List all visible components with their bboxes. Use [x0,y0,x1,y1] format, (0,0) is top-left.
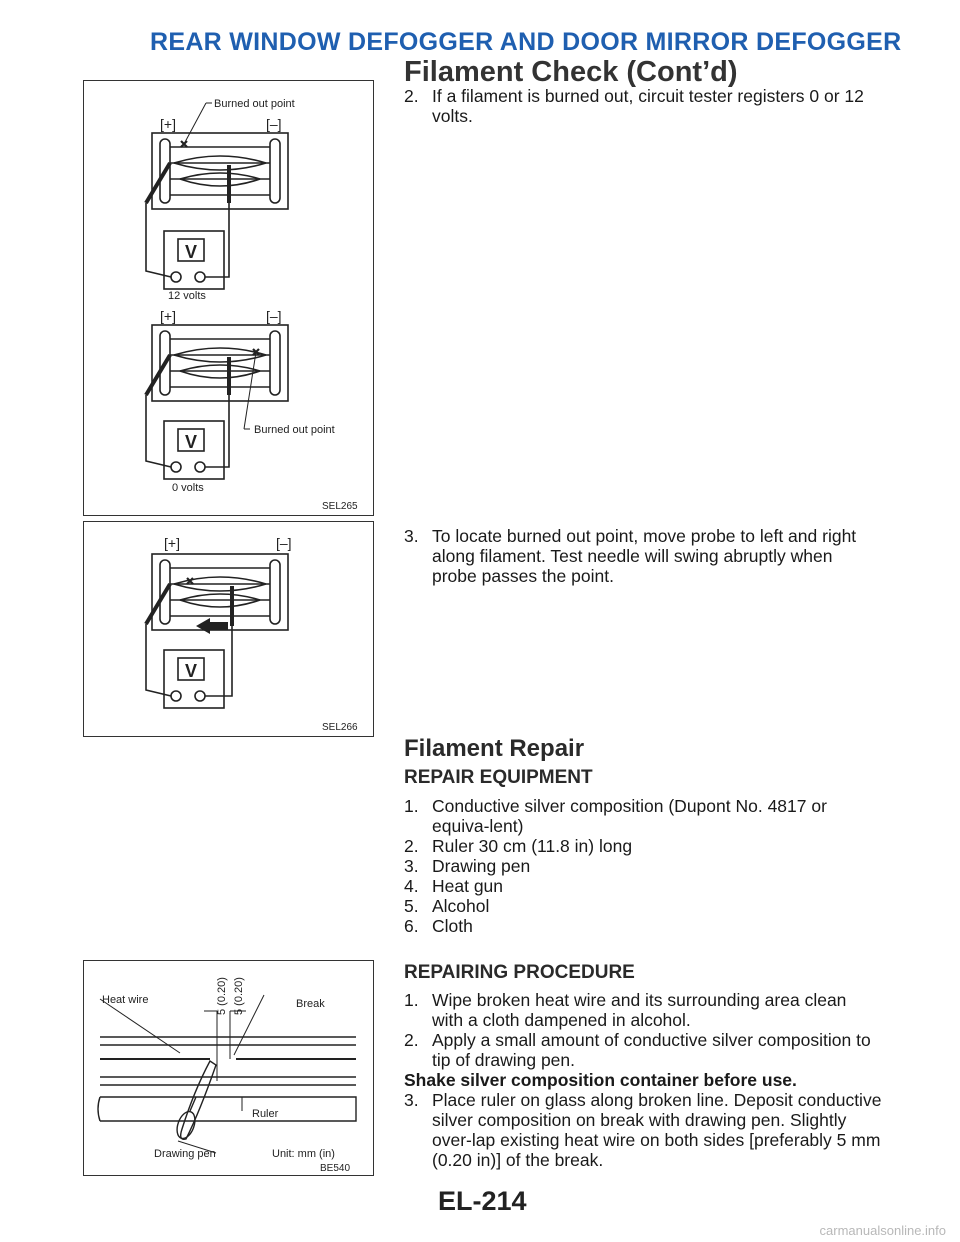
caution-note: Shake silver composition container before use. [404,1070,797,1090]
minus-label-bottom: [–] [266,308,282,324]
filament-repair-heading: Filament Repair [404,735,585,762]
filament-check-diagram [84,81,373,515]
dimension-label-b: 5 (0.20) [233,977,245,1015]
voltmeter-label-top: V [185,242,198,262]
repair-diagram [84,961,373,1175]
list-item: 1. Conductive silver composition (Dupont No. 4817 or equiva-lent) [404,796,827,836]
burned-point-label-top: Burned out point [214,98,295,110]
voltmeter-label: V [185,661,198,681]
procedure-step-3: 3. Place ruler on glass along broken line. Deposit conductive silver composition on break with drawing pen. Slightly over-lap existing heat wire on both sides [preferably 5 mm (0.20 in)] of the break. [404,1090,882,1170]
unit-label: Unit: mm (in) [272,1148,335,1160]
minus-label-top: [–] [266,116,282,132]
move-direction-arrow-icon [196,618,228,634]
repair-equipment-heading: REPAIR EQUIPMENT [404,767,593,788]
step-text: To locate burned out point, move probe to left and right along filament. Test needle will swing abruptly when probe passes the point. [432,526,857,586]
section-title: REAR WINDOW DEFOGGER AND DOOR MIRROR DEFOGGER [150,28,902,56]
figure-sel265 [83,80,374,516]
step-3 [404,526,882,586]
figure-be540 [83,960,374,1176]
ruler-label: Ruler [252,1108,279,1120]
drawing-pen-label: Drawing pen [154,1148,216,1160]
procedure-step-1: 1. Wipe broken heat wire and its surrounding area clean with a cloth dampened in alcohol. [404,990,847,1030]
figure-code: SEL266 [322,722,358,733]
voltmeter-label-bottom: V [185,432,198,452]
minus-label: [–] [276,535,292,551]
list-item: 3. Drawing pen [404,856,531,876]
figure-code: BE540 [320,1163,351,1174]
list-item: 2. Ruler 30 cm (11.8 in) long [404,836,633,856]
step-text: If a filament is burned out, circuit tester registers 0 or 12 volts. [432,86,864,126]
burned-point-label-bottom: Burned out point [254,424,335,436]
page-number: EL-214 [438,1186,527,1216]
heat-wire-label: Heat wire [102,994,149,1006]
plus-label-bottom: [+] [160,308,176,324]
volts-12-label: 12 volts [168,290,206,302]
step-number: 2. [404,86,419,106]
plus-label-top: [+] [160,116,176,132]
repairing-procedure-heading: REPAIRING PROCEDURE [404,962,635,983]
page-title: Filament Check (Cont’d) [404,56,738,88]
dimension-label-a: 5 (0.20) [216,977,228,1015]
probe-move-diagram [84,522,373,736]
step-number: 3. [404,526,419,546]
plus-label: [+] [164,535,180,551]
watermark: carmanualsonline.info [819,1223,946,1238]
list-item: 5. Alcohol [404,896,490,916]
volts-0-label: 0 volts [172,482,204,494]
figure-sel266 [83,521,374,737]
list-item: 6. Cloth [404,916,473,936]
equipment-list [404,796,882,936]
procedure-step-2: 2. Apply a small amount of conductive silver composition to tip of drawing pen. [404,1030,871,1070]
list-item: 4. Heat gun [404,876,504,896]
step-2 [404,86,882,126]
procedure-steps [404,990,882,1170]
figure-code: SEL265 [322,501,358,512]
break-label: Break [296,998,325,1010]
